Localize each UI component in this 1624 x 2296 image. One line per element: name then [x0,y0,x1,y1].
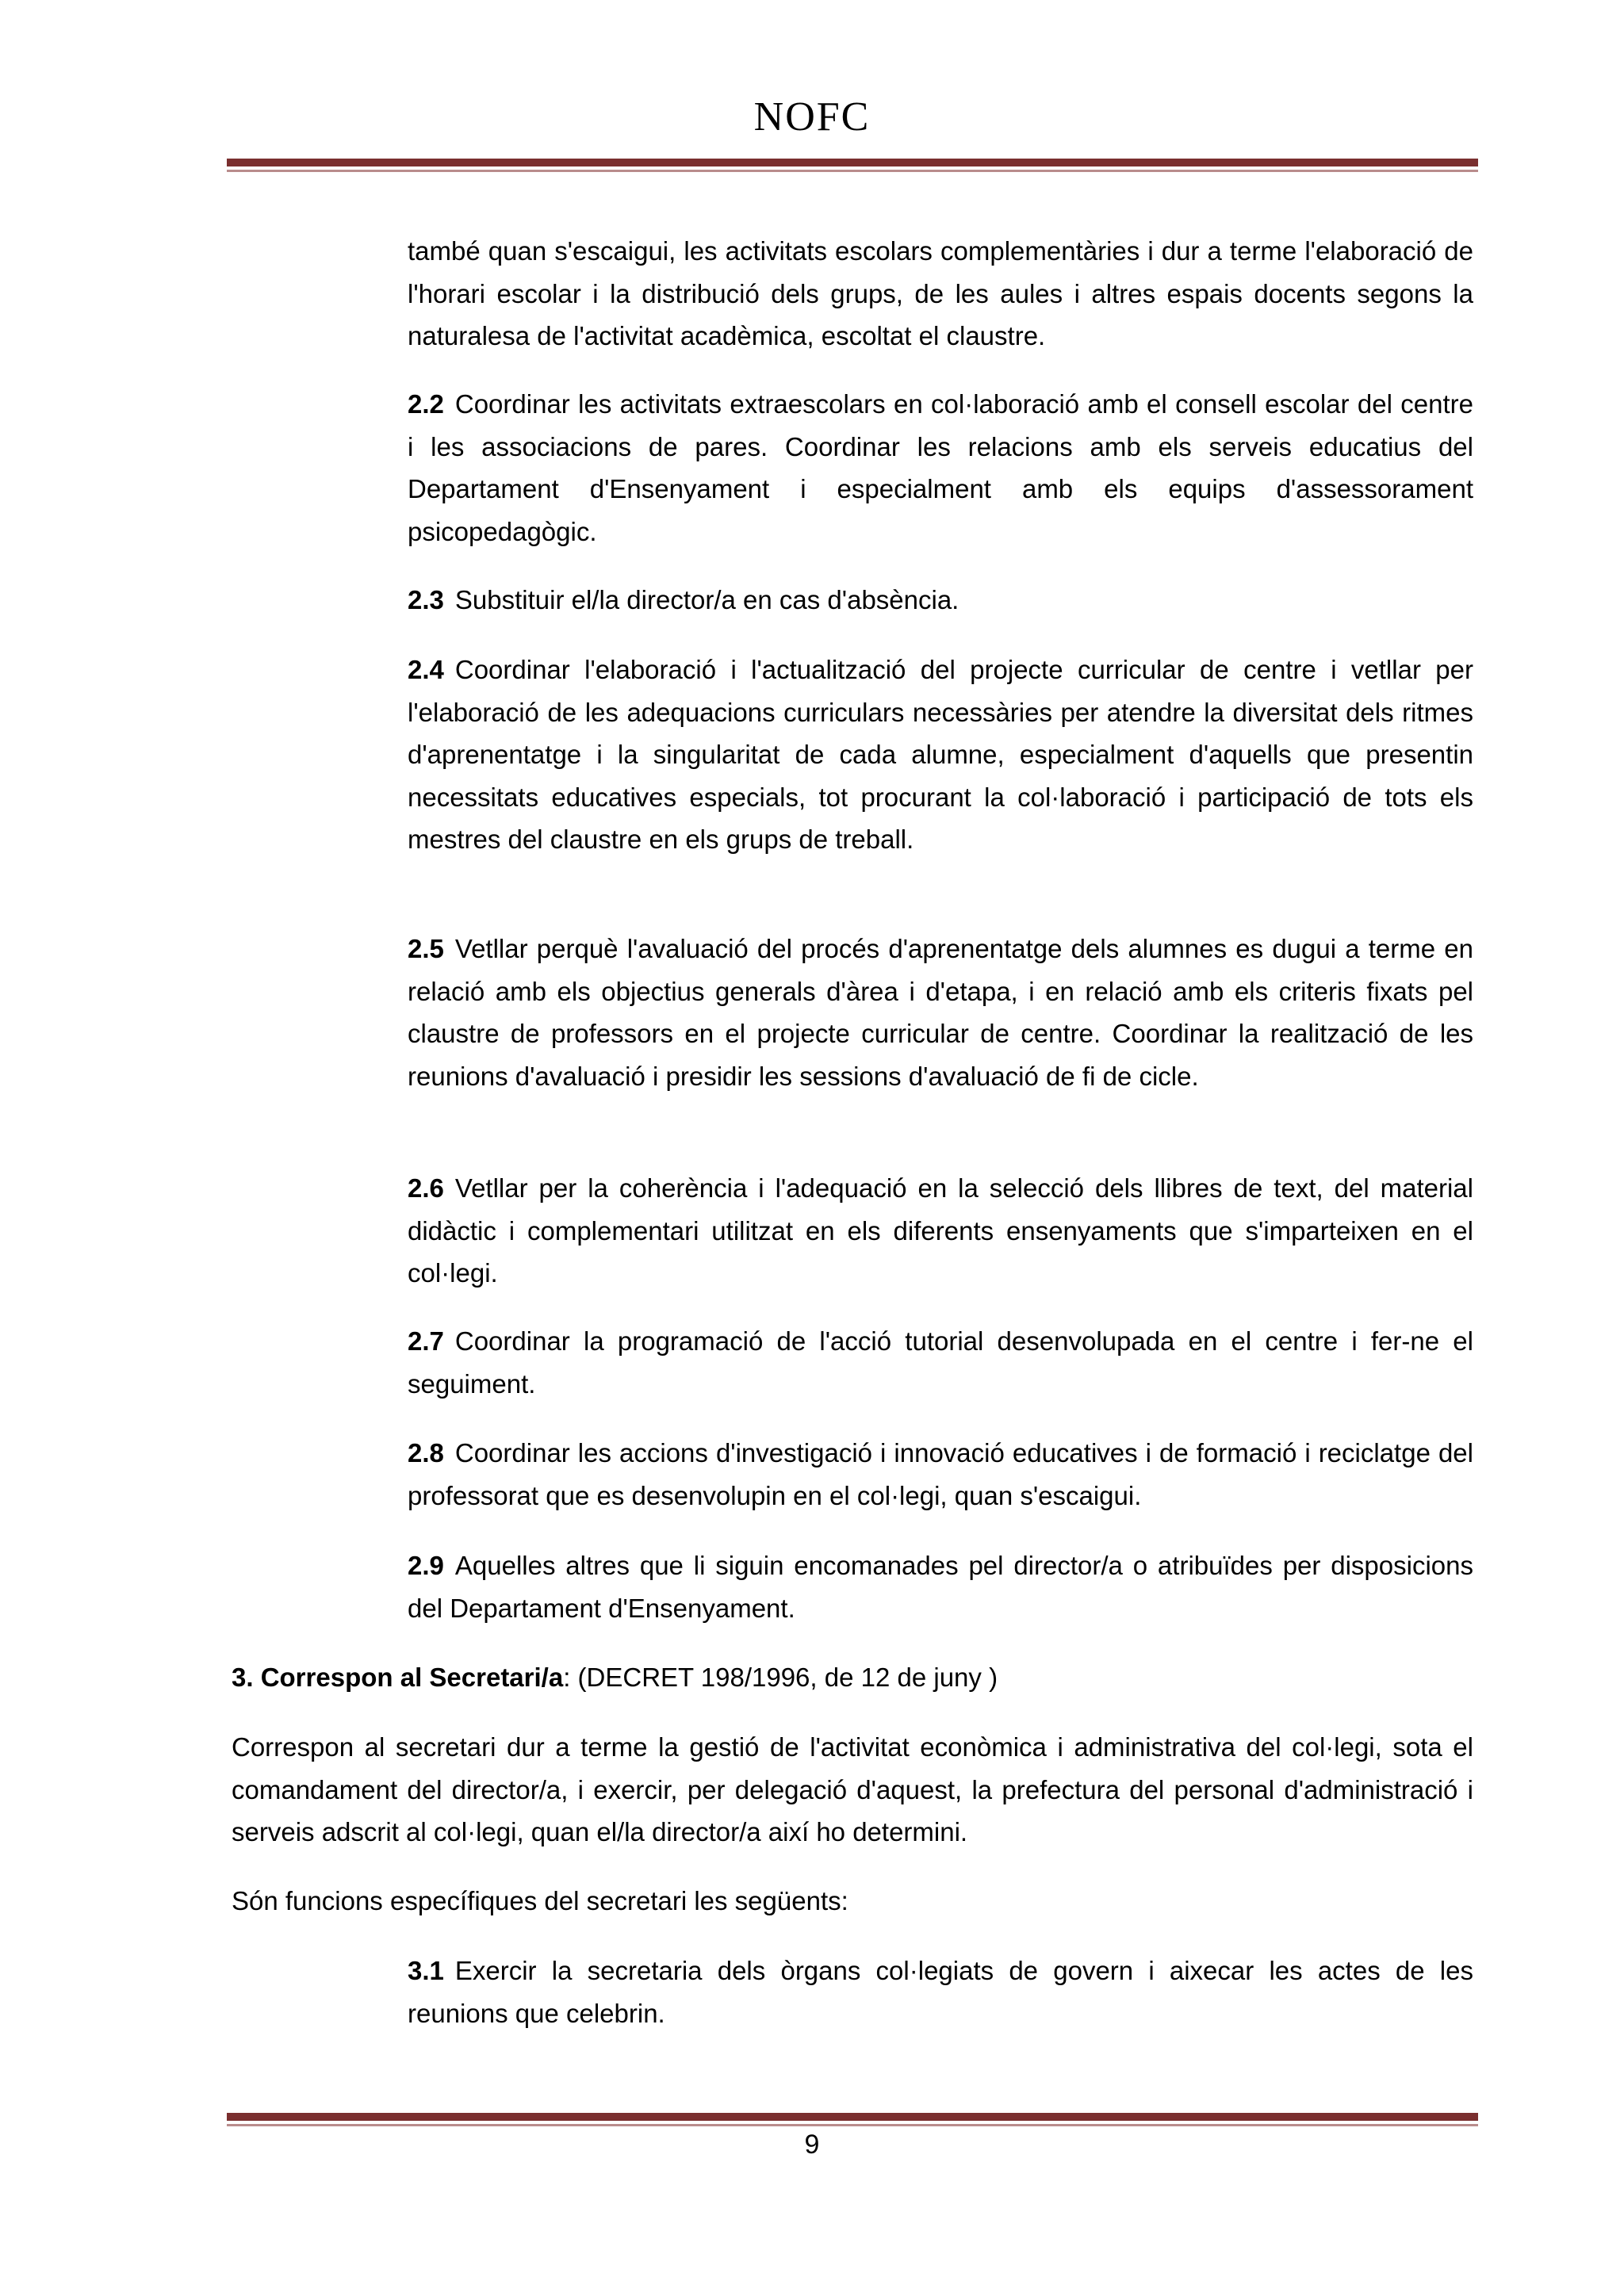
item-number: 3.1 [408,1956,444,1985]
page-number: 9 [804,2130,820,2160]
item-number: 2.4 [408,655,444,684]
item-number: 2.2 [408,389,444,419]
item-number: 2.8 [408,1438,444,1468]
list-item-2-5 [408,928,1473,1097]
footer-rule [227,2113,1478,2126]
item-number: 2.6 [408,1173,444,1203]
item-text: Vetllar per la coherència i l'adequació en la selecció dels llibres de text, del material didàctic i complementari utilitzat en els diferents ensenyaments que s'imparteixen en el col·legi. [408,1173,1473,1288]
item-text: Substituir el/la director/a en cas d'absència. [454,585,959,614]
item-number: 2.3 [408,585,444,614]
item-text: Vetllar perquè l'avaluació del procés d'aprenentatge dels alumnes es dugui a terme en relació amb els objectius generals d'àrea i d'etapa, i en relació amb els criteris fixats pel claustre de professors en el projecte curricular de centre. Coordinar la realització de les reunions d'avaluació i presidir les sessions d'avaluació de fi de cicle. [408,934,1473,1091]
paragraph-continuation: també quan s'escaigui, les activitats escolars complementàries i dur a terme l'elaboració de l'horari escolar i la distribució dels grups, de les aules i altres espais docents segons la naturalesa de l'activitat acadèmica, escoltat el claustre. [408,236,1473,350]
list-item-2-8 [408,1432,1473,1517]
list-item-2-7 [408,1320,1473,1405]
section-title: 3. Correspon al Secretari/a [232,1663,564,1692]
item-number: 2.7 [408,1326,444,1356]
list-item-2-2 [408,383,1473,553]
list-item-3-1 [408,1950,1473,2034]
item-number: 2.9 [408,1551,444,1580]
list-item-2-3 [408,579,1473,622]
list-item-2-6 [408,1167,1473,1295]
item-number: 2.5 [408,934,444,963]
item-text: Coordinar les activitats extraescolars en col·laboració amb el consell escolar del centre i les associacions de pares. Coordinar les relacions amb els serveis educatius del Departament d'Ensenyament i especialment amb els equips d'assessorament psicopedagògic. [408,389,1473,546]
list-item-2-4 [408,649,1473,861]
header-title: NOFC [753,94,871,140]
item-text: Coordinar l'elaboració i l'actualització del projecte curricular de centre i vetllar per l'elaboració de les adequacions curriculars necessàries per atendre la diversitat dels ritmes d'aprenentatge i la singularitat de cada alumne, especialment d'aquells que presentin necessitats educatives especials, tot procurant la col·laboració i participació de tots els mestres del claustre en els grups de treball. [408,655,1473,854]
section-3-heading [232,1656,1473,1699]
header-rule [227,159,1478,172]
item-text: Exercir la secretaria dels òrgans col·legiats de govern i aixecar les actes de les reunions que celebrin. [408,1956,1473,2028]
item-text: Coordinar les accions d'investigació i innovació educatives i de formació i reciclatge del professorat que es desenvolupin en el col·legi, quan s'escaigui. [408,1438,1473,1510]
section-3-intro: Correspon al secretari dur a terme la gestió de l'activitat econòmica i administrativa del col·legi, sota el comandament del director/a, i exercir, per delegació d'aquest, la prefectura del personal d'administració i serveis adscrit al col·legi, quan el/la director/a així ho determini. [232,1732,1473,1846]
section-decree: : (DECRET 198/1996, de 12 de juny ) [563,1663,998,1692]
item-text: Aquelles altres que li siguin encomanades pel director/a o atribuïdes per disposicions del Departament d'Ensenyament. [408,1551,1473,1623]
list-item-2-9 [408,1544,1473,1629]
item-text: Coordinar la programació de l'acció tutorial desenvolupada en el centre i fer-ne el seguiment. [408,1326,1473,1399]
section-3-functions-lead: Són funcions específiques del secretari les següents: [232,1886,848,1915]
